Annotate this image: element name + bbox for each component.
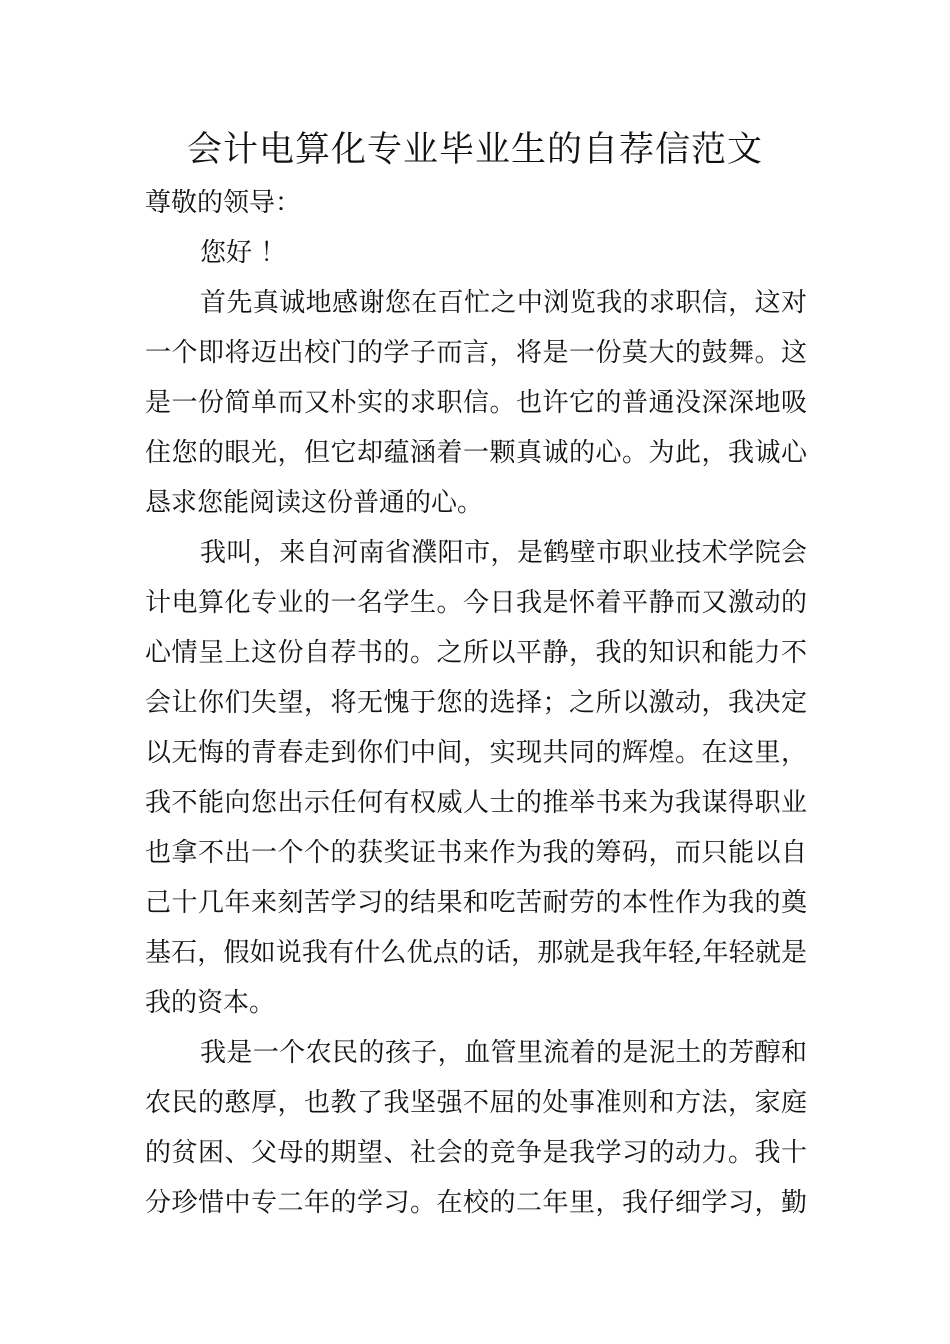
greeting: 您好 ！	[200, 238, 287, 268]
paragraph-3-line: 我是一个农民的孩子，血管里流着的是泥土的芳醇和	[200, 1038, 807, 1068]
paragraph-2-line: 我的资本。	[145, 988, 276, 1018]
paragraph-3-line: 分珍惜中专二年的学习。在校的二年里，我仔细学习，勤	[145, 1188, 807, 1218]
salutation: 尊敬的领导：	[145, 188, 302, 218]
document-title: 会计电算化专业毕业生的自荐信范文	[186, 130, 763, 170]
paragraph-3-line: 的贫困、父母的期望、社会的竞争是我学习的动力。我十	[145, 1138, 807, 1168]
paragraph-1-line: 首先真诚地感谢您在百忙之中浏览我的求职信，这对	[200, 288, 807, 318]
paragraph-2-line: 己十几年来刻苦学习的结果和吃苦耐劳的本性作为我的奠	[145, 888, 807, 918]
paragraph-2-line: 以无悔的青春走到你们中间，实现共同的辉煌。在这里，	[145, 738, 807, 768]
paragraph-1-line: 住您的眼光，但它却蕴涵着一颗真诚的心。为此，我诚心	[145, 438, 807, 468]
paragraph-2-line: 我叫，来自河南省濮阳市，是鹤壁市职业技术学院会	[200, 538, 807, 568]
paragraph-3-line: 农民的憨厚，也教了我坚强不屈的处事准则和方法，家庭	[145, 1088, 807, 1118]
paragraph-1-line: 一个即将迈出校门的学子而言，将是一份莫大的鼓舞。这	[145, 338, 807, 368]
paragraph-2-line: 也拿不出一个个的获奖证书来作为我的筹码，而只能以自	[145, 838, 807, 868]
paragraph-2-line: 基石，假如说我有什么优点的话，那就是我年轻,年轻就是	[145, 938, 807, 968]
paragraph-2-line: 心情呈上这份自荐书的。之所以平静，我的知识和能力不	[145, 638, 807, 668]
paragraph-1-line: 恳求您能阅读这份普通的心。	[145, 488, 484, 518]
paragraph-2-line: 计电算化专业的一名学生。今日我是怀着平静而又激动的	[145, 588, 807, 618]
paragraph-2-line: 会让你们失望，将无愧于您的选择；之所以激动，我决定	[145, 688, 807, 718]
letter-body	[145, 178, 807, 1228]
paragraph-1-line: 是一份简单而又朴实的求职信。也许它的普通没深深地吸	[145, 388, 807, 418]
paragraph-2-line: 我不能向您出示任何有权威人士的推举书来为我谋得职业	[145, 788, 807, 818]
